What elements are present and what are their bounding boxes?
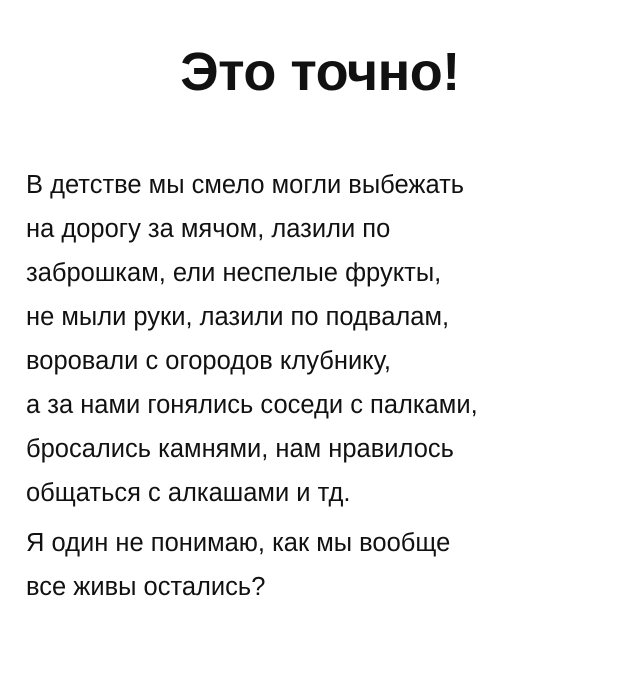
text-line: воровали с огородов клубнику, (26, 346, 391, 375)
text-line: бросались камнями, нам нравилось (26, 434, 454, 463)
text-line: все живы остались? (26, 572, 266, 601)
text-line: не мыли руки, лазили по подвалам, (26, 302, 450, 331)
text-line: В детстве мы смело могли выбежать (26, 170, 465, 199)
text-line: на дорогу за мячом, лазили по (26, 214, 391, 243)
text-line: заброшкам, ели неспелые фрукты, (26, 258, 442, 287)
page-title: Это точно! (180, 42, 460, 102)
text-line: общаться с алкашами и тд. (26, 478, 351, 507)
text-line: а за нами гонялись соседи с палками, (26, 390, 478, 419)
text-line: Я один не понимаю, как мы вообще (26, 528, 451, 557)
body-text (0, 163, 640, 609)
